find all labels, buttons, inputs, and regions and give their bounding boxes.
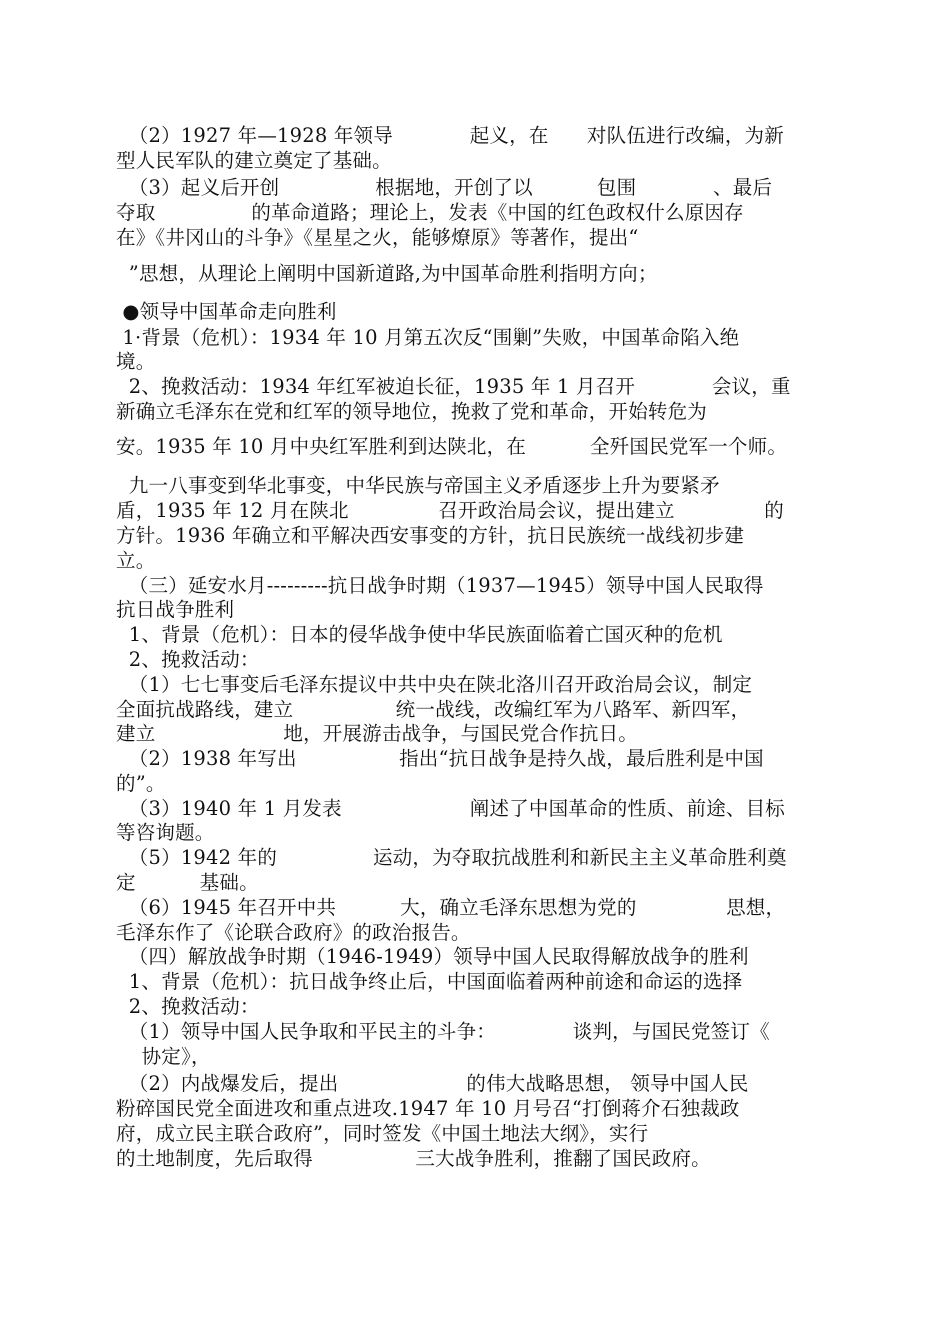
text-line: 的土地制度，先后取得 三大战争胜利，推翻了国民政府。	[116, 1147, 711, 1170]
text-line: 2、挽救活动：1934 年红军被迫长征，1935 年 1 月召开 会议，重	[116, 375, 791, 398]
text-line: （1）七七事变后毛泽东提议中共中央在陕北洛川召开政治局会议，制定	[116, 673, 753, 696]
text-line: 立。	[116, 549, 156, 572]
text-line: （3）起义后开创 根据地，开创了以 包围 、最后	[116, 176, 773, 199]
text-line: 的”。	[116, 772, 166, 795]
text-line: 方针。1936 年确立和平解决西安事变的方针，抗日民族统一战线初步建	[116, 524, 745, 547]
text-line: 1、背景（危机）：抗日战争终止后，中国面临着两种前途和命运的选择	[116, 970, 743, 993]
text-line: 盾，1935 年 12 月在陕北 召开政治局会议，提出建立 的	[116, 499, 784, 522]
text-line: 1、背景（危机）：日本的侵华战争使中华民族面临着亡国灭种的危机	[116, 623, 723, 646]
text-line: 定 基础。	[116, 871, 259, 894]
text-line: （1）领导中国人民争取和平民主的斗争： 谈判，与国民党签订《	[116, 1020, 770, 1043]
text-line: 境。	[116, 350, 156, 373]
text-line: 全面抗战路线，建立 统一战线，改编红军为八路军、新四军，	[116, 698, 751, 721]
text-line: 协定》，	[116, 1045, 211, 1068]
section-heading: （四）解放战争时期（1946-1949）领导中国人民取得解放战争的胜利	[116, 945, 749, 968]
text-line: 在》《井冈山的斗争》《星星之火，能够燎原》等著作，提出“	[116, 226, 639, 249]
text-line: 府，成立民主联合政府”，同时签发《中国土地法大纲》，实行	[116, 1122, 649, 1145]
text-line: 安。1935 年 10 月中央红军胜利到达陕北，在 全歼国民党军一个师。	[116, 435, 788, 458]
text-line: 毛泽东作了《论联合政府》的政治报告。	[116, 921, 471, 944]
text-line: （2）1927 年—1928 年领导 起义，在 对队伍进行改编，为新	[116, 124, 784, 147]
text-line: （3）1940 年 1 月发表 阐述了中国革命的性质、前途、目标	[116, 797, 786, 820]
text-line: 2、挽救活动：	[116, 995, 260, 1018]
section-heading: （三）延安水月---------抗日战争时期（1937—1945）领导中国人民取得	[116, 574, 764, 597]
text-line: 型人民军队的建立奠定了基础。	[116, 149, 392, 172]
text-line: 粉碎国民党全面进攻和重点进攻.1947 年 10 月号召“打倒蒋介石独裁政	[116, 1097, 740, 1120]
text-line: 夺取 的革命道路；理论上，发表《中国的红色政权什么原因存	[116, 201, 744, 224]
text-line: 1·背景（危机）：1934 年 10 月第五次反“围剿”失败，中国革命陷入绝	[116, 326, 740, 349]
text-line: 新确立毛泽东在党和红军的领导地位，挽救了党和革命，开始转危为	[116, 400, 708, 423]
text-line: 等咨询题。	[116, 821, 215, 844]
text-line: （5）1942 年的 运动，为夺取抗战胜利和新民主主义革命胜利奠	[116, 846, 787, 869]
text-line: （2）内战爆发后，提出 的伟大战略思想， 领导中国人民	[116, 1072, 749, 1095]
text-line: ”思想，从理论上阐明中国新道路,为中国革命胜利指明方向；	[116, 262, 658, 285]
text-line: 2、挽救活动：	[116, 648, 260, 671]
text-line: （6）1945 年召开中共 大，确立毛泽东思想为党的 思想，	[116, 896, 786, 919]
section-heading: ●领导中国革命走向胜利	[116, 300, 337, 323]
section-heading: 抗日战争胜利	[116, 598, 235, 621]
text-line: （2）1938 年写出 指出“抗日战争是持久战，最后胜利是中国	[116, 747, 764, 770]
text-line: 建立 地，开展游击战争，与国民党合作抗日。	[116, 722, 638, 745]
text-line: 九一八事变到华北事变，中华民族与帝国主义矛盾逐步上升为要紧矛	[116, 474, 720, 497]
